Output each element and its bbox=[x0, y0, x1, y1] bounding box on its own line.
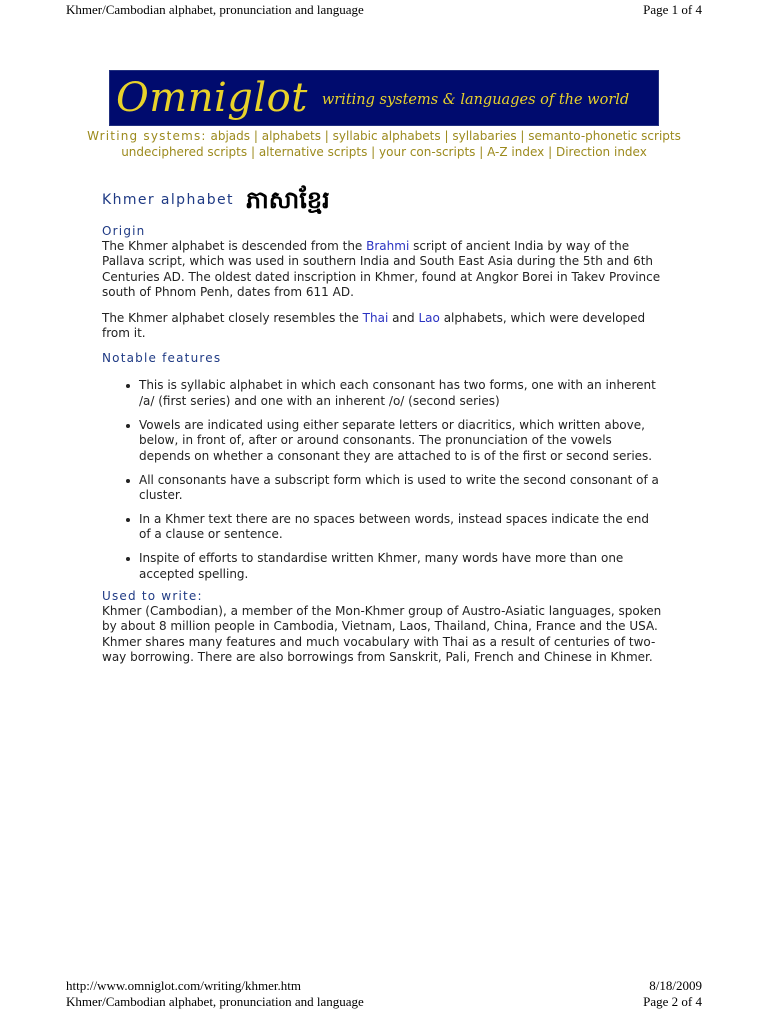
print-header bbox=[66, 2, 702, 18]
page-title: Khmer alphabet bbox=[102, 192, 234, 208]
writing-systems-nav bbox=[60, 128, 708, 160]
omniglot-banner[interactable] bbox=[109, 70, 659, 126]
link-thai[interactable]: Thai bbox=[362, 310, 389, 325]
nav-link-semanto-phonetic[interactable]: semanto-phonetic scripts bbox=[528, 129, 681, 143]
nav-separator: | bbox=[520, 129, 525, 143]
list-item: Vowels are indicated using either separate letters or diacritics, which written above, below, in front of, after or around consonants. The pronunciation of the vowels depends on whether a consonant they are attached to is of the first or second series. bbox=[139, 418, 668, 464]
title-row bbox=[102, 186, 668, 214]
print-footer-page: Page 2 of 4 bbox=[643, 994, 702, 1009]
nav-line-1 bbox=[60, 128, 708, 144]
nav-separator: | bbox=[479, 145, 484, 159]
origin-paragraph-2: The Khmer alphabet closely resembles the Thai and Lao alphabets, which were developed from it. bbox=[102, 310, 646, 341]
notable-features-list bbox=[102, 378, 668, 582]
nav-line-2 bbox=[60, 144, 708, 160]
nav-separator: | bbox=[548, 145, 553, 159]
nav-separator: | bbox=[250, 145, 255, 159]
list-item: Inspite of efforts to standardise written Khmer, many words have more than one accepted spelling. bbox=[139, 551, 668, 582]
omniglot-logo[interactable]: Omniglot bbox=[116, 75, 308, 121]
used-to-write-paragraph: Khmer (Cambodian), a member of the Mon-Khmer group of Austro-Asiatic languages, spoken by about 8 million people in Cambodia, Vietnam, Laos, Thailand, China, France and the USA. Khmer shares many features and much vocabulary with Thai as a result of centuries of two-way borrowing. There are also borrowings from Sanskrit, Pali, French and Chinese in Khmer. bbox=[102, 603, 662, 665]
nav-separator: | bbox=[253, 129, 258, 143]
list-item: In a Khmer text there are no spaces between words, instead spaces indicate the end of a clause or sentence. bbox=[139, 512, 668, 543]
nav-link-alternative[interactable]: alternative scripts bbox=[258, 145, 368, 159]
nav-link-a-z-index[interactable]: A-Z index bbox=[487, 145, 545, 159]
nav-separator: | bbox=[371, 145, 376, 159]
nav-link-alphabets[interactable]: alphabets bbox=[261, 129, 321, 143]
print-footer-title: Khmer/Cambodian alphabet, pronunciation and language bbox=[66, 994, 364, 1009]
used-to-write-heading: Used to write: bbox=[102, 588, 203, 603]
origin-heading: Origin bbox=[102, 224, 146, 238]
nav-separator: | bbox=[324, 129, 329, 143]
link-lao[interactable]: Lao bbox=[418, 310, 440, 325]
print-header-page: Page 1 of 4 bbox=[643, 2, 702, 17]
nav-link-direction-index[interactable]: Direction index bbox=[555, 145, 647, 159]
nav-link-syllabaries[interactable]: syllabaries bbox=[452, 129, 517, 143]
print-footer bbox=[66, 978, 702, 1010]
notable-features-heading: Notable features bbox=[102, 351, 222, 366]
nav-lead-label: Writing systems: bbox=[87, 129, 207, 143]
nav-link-abjads[interactable]: abjads bbox=[210, 129, 251, 143]
origin-paragraph-1: The Khmer alphabet is descended from the Brahmi script of ancient India by way of the Pallava script, which was used in southern India and South East Asia during the 5th and 6th Centuries AD. The oldest dated inscription in Khmer, found at Angkor Borei in Takev Province south of Phnom Penh, dates from 611 AD. bbox=[102, 239, 661, 300]
nav-link-undeciphered[interactable]: undeciphered scripts bbox=[121, 145, 248, 159]
list-item: All consonants have a subscript form which is used to write the second consonant of a cluster. bbox=[139, 473, 668, 504]
nav-link-syllabic-alphabets[interactable]: syllabic alphabets bbox=[332, 129, 441, 143]
print-header-title: Khmer/Cambodian alphabet, pronunciation and language bbox=[66, 2, 364, 17]
print-footer-date: 8/18/2009 bbox=[649, 978, 702, 993]
nav-link-con-scripts[interactable]: your con-scripts bbox=[379, 145, 476, 159]
list-item: This is syllabic alphabet in which each consonant has two forms, one with an inherent /a/ (first series) and one with an inherent /o/ (second series) bbox=[139, 378, 668, 409]
article-content bbox=[102, 186, 668, 666]
print-footer-url: http://www.omniglot.com/writing/khmer.htm bbox=[66, 978, 301, 993]
nav-separator: | bbox=[444, 129, 449, 143]
link-brahmi[interactable]: Brahmi bbox=[366, 239, 410, 253]
banner-tagline: writing systems & languages of the world bbox=[321, 92, 630, 108]
khmer-title-script: ភាសាខ្មែរ bbox=[245, 185, 330, 214]
